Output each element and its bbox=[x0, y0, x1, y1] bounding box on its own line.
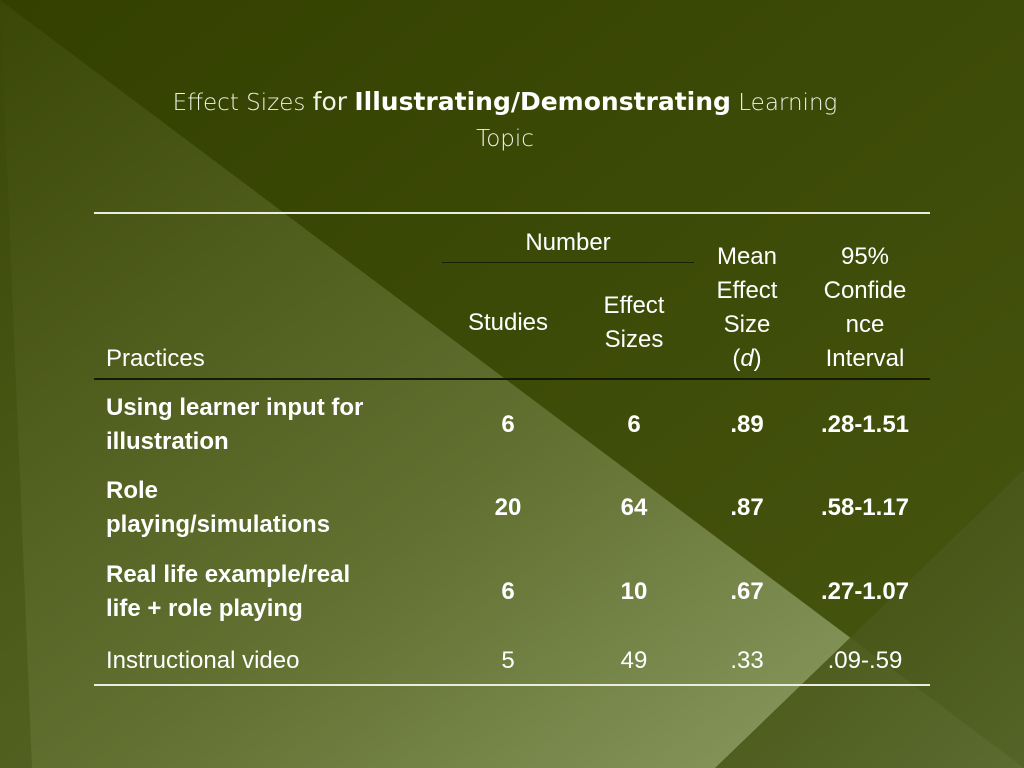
row-3-mean-d: .67 bbox=[730, 578, 764, 605]
header-mean-l3: Size bbox=[723, 311, 771, 338]
title-part1: Effect Sizes bbox=[172, 90, 306, 116]
title-part2: Learning bbox=[738, 90, 838, 116]
row-1-label-l1: Using learner input for bbox=[106, 394, 364, 421]
row-3-label bbox=[106, 558, 436, 626]
header-mean-effect-size bbox=[694, 240, 800, 376]
header-ci-l4: Interval bbox=[825, 345, 905, 372]
header-ci-l3: nce bbox=[845, 311, 885, 338]
header-number: Number bbox=[525, 229, 611, 256]
row-3-effect-sizes: 10 bbox=[620, 578, 648, 605]
header-effect-sizes-l1: Effect bbox=[603, 292, 665, 319]
header-mean-l4-open: ( bbox=[732, 345, 741, 372]
slide-title bbox=[90, 84, 920, 157]
row-1-label-l2: illustration bbox=[106, 428, 229, 455]
row-2-ci: .58-1.17 bbox=[820, 494, 910, 521]
row-2-effect-sizes: 64 bbox=[620, 494, 648, 521]
row-2-label bbox=[106, 474, 436, 542]
header-effect-sizes bbox=[574, 289, 694, 357]
header-mean-l4-close: ) bbox=[753, 345, 762, 372]
row-1-mean-d: .89 bbox=[730, 411, 764, 438]
row-3-label-l1: Real life example/real bbox=[106, 561, 351, 588]
row-2-label-l1: Role bbox=[106, 477, 159, 504]
header-mean-l4-d: d bbox=[740, 345, 754, 372]
row-4-studies: 5 bbox=[501, 647, 515, 674]
header-practices: Practices bbox=[106, 345, 205, 372]
row-1-ci: .28-1.51 bbox=[820, 411, 910, 438]
title-line2: Topic bbox=[476, 126, 534, 152]
row-4-effect-sizes: 49 bbox=[620, 647, 648, 674]
table-bottom-rule bbox=[94, 684, 930, 686]
header-mean-l2: Effect bbox=[716, 277, 778, 304]
row-1-effect-sizes: 6 bbox=[627, 411, 641, 438]
header-effect-sizes-l2: Sizes bbox=[604, 326, 664, 353]
title-bold: Illustrating/Demonstrating bbox=[354, 87, 731, 116]
row-2-mean-d: .87 bbox=[730, 494, 764, 521]
header-mean-l1: Mean bbox=[716, 243, 778, 270]
row-1-studies: 6 bbox=[501, 411, 515, 438]
row-3-ci: .27-1.07 bbox=[820, 578, 910, 605]
row-4-mean-d: .33 bbox=[730, 647, 764, 674]
header-studies: Studies bbox=[467, 309, 549, 336]
row-2-label-l2: playing/simulations bbox=[106, 511, 331, 538]
row-3-label-l2: life + role playing bbox=[106, 595, 303, 622]
row-3-studies: 6 bbox=[501, 578, 515, 605]
header-ci-l2: Confide bbox=[823, 277, 907, 304]
table-header-rule bbox=[94, 378, 930, 380]
header-confidence-interval bbox=[800, 240, 930, 376]
row-1-label bbox=[106, 391, 436, 459]
row-4-label: Instructional video bbox=[106, 647, 300, 674]
row-2-studies: 20 bbox=[494, 494, 522, 521]
row-4-ci: .09-.59 bbox=[827, 647, 903, 674]
number-group-rule bbox=[442, 262, 694, 263]
table-top-rule bbox=[94, 212, 930, 214]
title-for: for bbox=[312, 87, 348, 116]
header-ci-l1: 95% bbox=[840, 243, 890, 270]
